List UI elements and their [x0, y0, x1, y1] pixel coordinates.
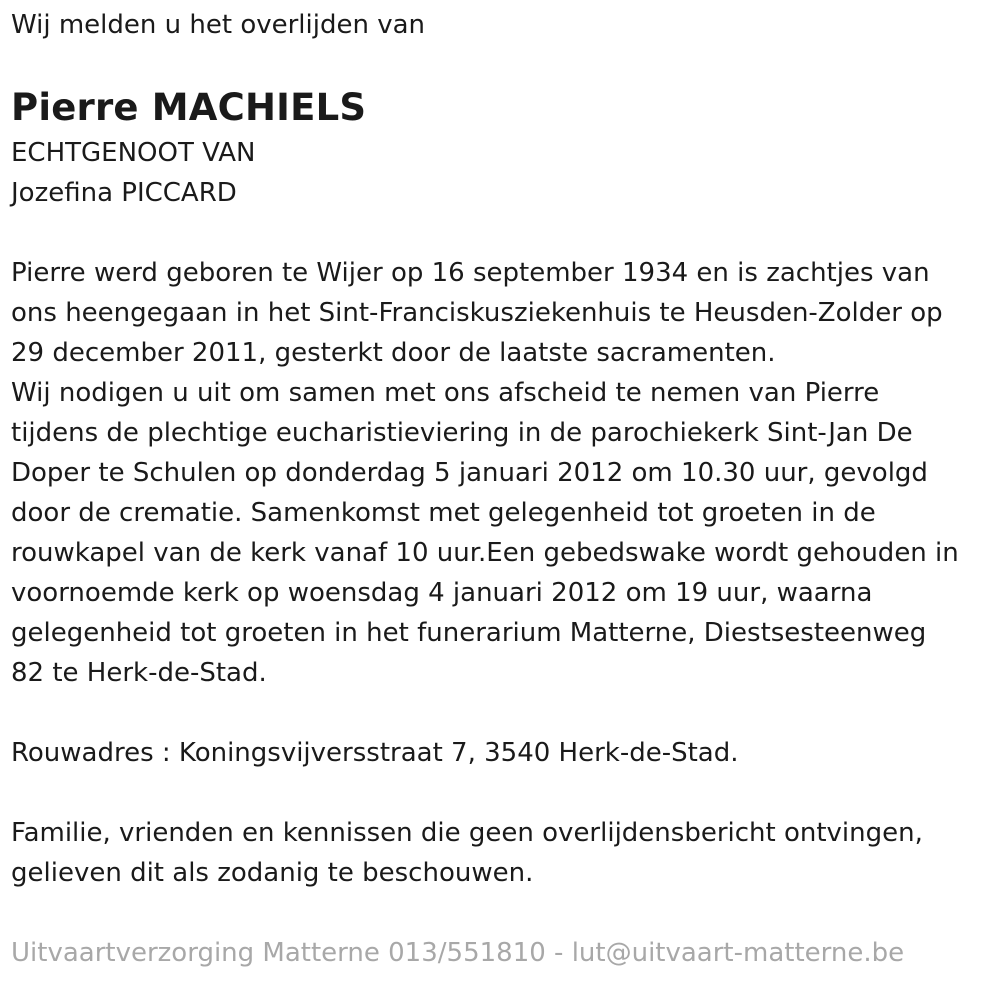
paragraph-line: gelegenheid tot groeten in het funerarium Matterne, Diestsesteenweg — [11, 618, 927, 648]
funeral-home-footer: Uitvaartverzorging Matterne 013/551810 - lut@uitvaart-matterne.be — [11, 938, 905, 968]
ceremony-paragraph — [11, 373, 1000, 693]
family-note — [11, 813, 1000, 893]
birth-death-paragraph — [11, 253, 1000, 373]
paragraph-line: rouwkapel van de kerk vanaf 10 uur.Een gebedswake wordt gehouden in — [11, 538, 959, 568]
paragraph-line: gelieven dit als zodanig te beschouwen. — [11, 858, 534, 888]
paragraph-line: 82 te Herk-de-Stad. — [11, 658, 267, 688]
paragraph-line: 29 december 2011, gesterkt door de laatste sacramenten. — [11, 338, 776, 368]
spouse-name: Jozefina PICCARD — [11, 178, 237, 208]
paragraph-line: Doper te Schulen op donderdag 5 januari 2012 om 10.30 uur, gevolgd — [11, 458, 928, 488]
mourning-address: Rouwadres : Koningsvijversstraat 7, 3540 Herk-de-Stad. — [11, 738, 739, 768]
paragraph-line: voornoemde kerk op woensdag 4 januari 2012 om 19 uur, waarna — [11, 578, 873, 608]
paragraph-line: door de crematie. Samenkomst met gelegenheid tot groeten in de — [11, 498, 876, 528]
paragraph-line: ons heengegaan in het Sint-Franciskusziekenhuis te Heusden-Zolder op — [11, 298, 943, 328]
paragraph-line: Pierre werd geboren te Wijer op 16 september 1934 en is zachtjes van — [11, 258, 930, 288]
paragraph-line: Wij nodigen u uit om samen met ons afscheid te nemen van Pierre — [11, 378, 880, 408]
paragraph-line: Familie, vrienden en kennissen die geen overlijdensbericht ontvingen, — [11, 818, 923, 848]
paragraph-line: tijdens de plechtige eucharistieviering in de parochiekerk Sint-Jan De — [11, 418, 913, 448]
intro-text: Wij melden u het overlijden van — [11, 10, 426, 40]
deceased-name: Pierre MACHIELS — [11, 86, 367, 129]
relation-label: ECHTGENOOT VAN — [11, 138, 256, 168]
